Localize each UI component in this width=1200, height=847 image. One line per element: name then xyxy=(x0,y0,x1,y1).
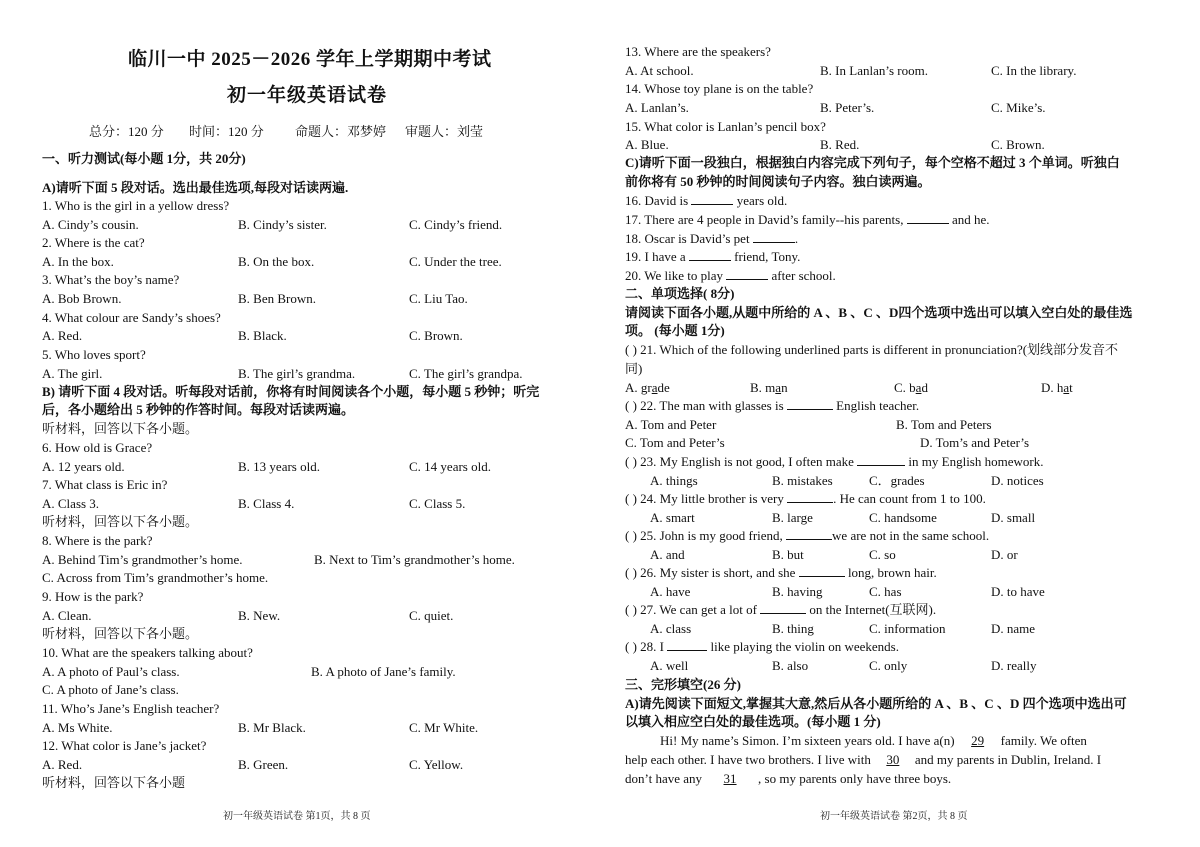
option-23c: C．grades xyxy=(869,473,925,488)
option-27b: B. thing xyxy=(772,621,814,636)
question-16: 16. David is years old. xyxy=(625,193,788,208)
exam-author: 命题人：邓梦婷 xyxy=(295,124,387,139)
option-15c: C. Brown. xyxy=(991,137,1045,152)
option-24c: C. handsome xyxy=(869,510,937,525)
question-10: 10. What are the speakers talking about? xyxy=(42,645,253,660)
question-25: ( ) 25. John is my good friend, we are not in the same school. xyxy=(625,528,990,543)
section-listening: 一、听力测试(每小题 1分，共 20分) xyxy=(42,151,246,166)
question-22: ( ) 22. The man with glasses is English teacher. xyxy=(625,398,920,413)
option-10b: B. A photo of Jane’s family. xyxy=(311,664,456,679)
question-14: 14. Whose toy plane is on the table? xyxy=(625,81,814,96)
option-1b: B. Cindy’s sister. xyxy=(238,217,327,232)
blank-17[interactable] xyxy=(907,212,949,224)
option-2a: A. In the box. xyxy=(42,254,114,269)
option-13b: B. In Lanlan’s room. xyxy=(820,63,928,78)
question-23: ( ) 23. My English is not good, I often make in my English homework. xyxy=(625,454,1044,469)
option-13c: C. In the library. xyxy=(991,63,1077,78)
page-footer-1: 初一年级英语试卷 第1页，共 8 页 xyxy=(223,811,371,822)
total-score: 总分：120 分 xyxy=(89,124,164,139)
blank-25[interactable] xyxy=(786,528,832,540)
option-27a: A. class xyxy=(650,621,692,636)
option-2c: C. Under the tree. xyxy=(409,254,502,269)
option-8a: A. Behind Tim’s grandmother’s home. xyxy=(42,552,243,567)
part-b-instructions-line2: 后，各小题给出 5 秒钟的作答时间。每段对话读两遍。 xyxy=(42,402,355,417)
blank-22[interactable] xyxy=(787,398,833,410)
option-21b: B. man xyxy=(750,380,788,395)
option-28a: A. well xyxy=(650,658,689,673)
option-14b: B. Peter’s. xyxy=(820,100,875,115)
option-4a: A. Red. xyxy=(42,328,83,343)
question-6: 6. How old is Grace? xyxy=(42,440,153,455)
option-25a: A. and xyxy=(650,547,685,562)
option-26a: A. have xyxy=(650,584,691,599)
exam-title: 临川一中 2025－2026 学年上学期期中考试 xyxy=(128,49,492,70)
question-21-line2: 同) xyxy=(625,361,643,376)
option-6c: C. 14 years old. xyxy=(409,459,491,474)
question-15: 15. What color is Lanlan’s pencil box? xyxy=(625,119,826,134)
blank-24[interactable] xyxy=(787,491,833,503)
option-11c: C. Mr White. xyxy=(409,720,479,735)
option-9a: A. Clean. xyxy=(42,608,92,623)
question-28: ( ) 28. I like playing the violin on weekends. xyxy=(625,639,899,654)
blank-20[interactable] xyxy=(726,268,768,280)
part-a-instructions: A)请听下面 5 段对话。选出最佳选项,每段对话读两遍. xyxy=(42,180,349,195)
page-footer-2: 初一年级英语试卷 第2页，共 8 页 xyxy=(820,811,968,822)
question-3: 3. What’s the boy’s name? xyxy=(42,272,180,287)
option-22b: B. Tom and Peters xyxy=(896,417,992,432)
option-5c: C. The girl’s grandpa. xyxy=(409,366,523,381)
option-22c: C. Tom and Peter’s xyxy=(625,435,725,450)
option-5a: A. The girl. xyxy=(42,366,103,381)
option-8c: C. Across from Tim’s grandmother’s home. xyxy=(42,570,269,585)
option-9c: C. quiet. xyxy=(409,608,454,623)
part-b-instructions-line1: B) 请听下面 4 段对话。听每段对话前，你将有时间阅读各个小题，每小题 5 秒钟；听完 xyxy=(42,384,540,399)
blank-26[interactable] xyxy=(799,565,845,577)
option-27d: D. name xyxy=(991,621,1036,636)
option-12c: C. Yellow. xyxy=(409,757,464,772)
section-cloze: 三、完形填空(26 分) xyxy=(625,677,741,692)
part-c-instructions-line1: C)请听下面一段独白，根据独白内容完成下列句子，每个空格不超过 3 个单词。听独白 xyxy=(625,155,1120,170)
option-4b: B. Black. xyxy=(238,328,287,343)
cloze-instructions-line2: 以填入相应空白处的最佳选项。(每小题 1 分) xyxy=(625,714,881,729)
passage-line1: Hi! My name’s Simon. I’m sixteen years old. I have a(n) 29 family. We often xyxy=(660,733,1087,748)
option-5b: B. The girl’s grandma. xyxy=(238,366,356,381)
option-3b: B. Ben Brown. xyxy=(238,291,316,306)
option-10c: C. A photo of Jane’s class. xyxy=(42,682,179,697)
cloze-blank-31[interactable]: 31 xyxy=(723,771,737,786)
exam-reviewer: 审题人：刘莹 xyxy=(405,124,484,139)
option-23d: D. notices xyxy=(991,473,1044,488)
option-22d: D. Tom’s and Peter’s xyxy=(920,435,1030,450)
question-2: 2. Where is the cat? xyxy=(42,235,145,250)
option-6b: B. 13 years old. xyxy=(238,459,320,474)
page-2 xyxy=(600,0,1200,847)
question-18: 18. Oscar is David’s pet . xyxy=(625,231,799,246)
option-3c: C. Liu Tao. xyxy=(409,291,468,306)
exam-subtitle: 初一年级英语试卷 xyxy=(227,85,388,106)
listen-prompt-2: 听材料，回答以下各小题。 xyxy=(42,514,199,529)
option-8b: B. Next to Tim’s grandmother’s home. xyxy=(314,552,515,567)
cloze-instructions-line1: A)请先阅读下面短文,掌握其大意,然后从各小题所给的 A 、B 、C 、D 四个选项中选出可 xyxy=(625,696,1127,711)
option-25d: D. or xyxy=(991,547,1018,562)
blank-16[interactable] xyxy=(691,193,733,205)
question-17: 17. There are 4 people in David’s family--his parents, and he. xyxy=(625,212,990,227)
option-9b: B. New. xyxy=(238,608,281,623)
option-13a: A. At school. xyxy=(625,63,694,78)
single-choice-instructions-line2: 项。 (每小题 1分) xyxy=(625,323,725,338)
question-26: ( ) 26. My sister is short, and she long, brown hair. xyxy=(625,565,937,580)
question-8: 8. Where is the park? xyxy=(42,533,153,548)
option-21d: D. hat xyxy=(1041,380,1073,395)
option-3a: A. Bob Brown. xyxy=(42,291,122,306)
option-2b: B. On the box. xyxy=(238,254,315,269)
question-5: 5. Who loves sport? xyxy=(42,347,146,362)
option-25c: C. so xyxy=(869,547,896,562)
option-24a: A. smart xyxy=(650,510,695,525)
option-15b: B. Red. xyxy=(820,137,860,152)
option-24b: B. large xyxy=(772,510,813,525)
blank-23[interactable] xyxy=(857,454,905,466)
option-26c: C. has xyxy=(869,584,902,599)
question-4: 4. What colour are Sandy’s shoes? xyxy=(42,310,221,325)
question-19: 19. I have a friend, Tony. xyxy=(625,249,801,264)
listen-prompt-4: 听材料，回答以下各小题 xyxy=(42,775,186,790)
cloze-blank-29[interactable]: 29 xyxy=(971,733,985,748)
option-28d: D. really xyxy=(991,658,1037,673)
option-21c: C. bad xyxy=(894,380,928,395)
option-21a: A. grade xyxy=(625,380,670,395)
question-20: 20. We like to play after school. xyxy=(625,268,836,283)
question-11: 11. Who’s Jane’s English teacher? xyxy=(42,701,220,716)
listen-prompt-3: 听材料，回答以下各小题。 xyxy=(42,626,199,641)
listen-prompt-1: 听材料，回答以下各小题。 xyxy=(42,421,199,436)
question-1: 1. Who is the girl in a yellow dress? xyxy=(42,198,230,213)
single-choice-instructions-line1: 请阅读下面各小题,从题中所给的 A 、B 、C 、D四个选项中选出可以填入空白处的最佳选 xyxy=(625,305,1133,320)
option-27c: C. information xyxy=(869,621,946,636)
option-26d: D. to have xyxy=(991,584,1045,599)
question-27: ( ) 27. We can get a lot of on the Internet(互联网). xyxy=(625,602,937,617)
option-24d: D. small xyxy=(991,510,1036,525)
option-22a: A. Tom and Peter xyxy=(625,417,717,432)
option-23b: B. mistakes xyxy=(772,473,833,488)
option-7c: C. Class 5. xyxy=(409,496,466,511)
option-11b: B. Mr Black. xyxy=(238,720,306,735)
option-12b: B. Green. xyxy=(238,757,289,772)
question-12: 12. What color is Jane’s jacket? xyxy=(42,738,207,753)
blank-18[interactable] xyxy=(753,231,795,243)
blank-28[interactable] xyxy=(667,639,707,651)
option-25b: B. but xyxy=(772,547,804,562)
option-4c: C. Brown. xyxy=(409,328,463,343)
blank-27[interactable] xyxy=(760,602,806,614)
question-24: ( ) 24. My little brother is very . He can count from 1 to 100. xyxy=(625,491,986,506)
option-14a: A. Lanlan’s. xyxy=(625,100,689,115)
option-1a: A. Cindy’s cousin. xyxy=(42,217,139,232)
option-10a: A. A photo of Paul’s class. xyxy=(42,664,180,679)
passage-line3: don’t have any 31 , so my parents only have three boys. xyxy=(625,771,952,786)
option-26b: B. having xyxy=(772,584,823,599)
blank-19[interactable] xyxy=(689,249,731,261)
section-single-choice: 二、单项选择( 8分) xyxy=(625,286,735,301)
option-6a: A. 12 years old. xyxy=(42,459,125,474)
option-11a: A. Ms White. xyxy=(42,720,113,735)
exam-time: 时间：120 分 xyxy=(189,124,264,139)
question-13: 13. Where are the speakers? xyxy=(625,44,771,59)
option-12a: A. Red. xyxy=(42,757,83,772)
cloze-blank-30[interactable]: 30 xyxy=(886,752,900,767)
option-28b: B. also xyxy=(772,658,809,673)
question-21-line1: ( ) 21. Which of the following underlined parts is different in pronunciation?(划线部分发音不 xyxy=(625,342,1119,357)
question-9: 9. How is the park? xyxy=(42,589,144,604)
option-7a: A. Class 3. xyxy=(42,496,100,511)
option-28c: C. only xyxy=(869,658,908,673)
option-7b: B. Class 4. xyxy=(238,496,295,511)
option-14c: C. Mike’s. xyxy=(991,100,1046,115)
option-15a: A. Blue. xyxy=(625,137,669,152)
question-7: 7. What class is Eric in? xyxy=(42,477,168,492)
passage-line2: help each other. I have two brothers. I live with 30 and my parents in Dublin, Ireland. I xyxy=(625,752,1102,767)
part-c-instructions-line2: 前你将有 50 秒钟的时间阅读句子内容。独白读两遍。 xyxy=(625,174,931,189)
option-1c: C. Cindy’s friend. xyxy=(409,217,503,232)
option-23a: A. things xyxy=(650,473,698,488)
